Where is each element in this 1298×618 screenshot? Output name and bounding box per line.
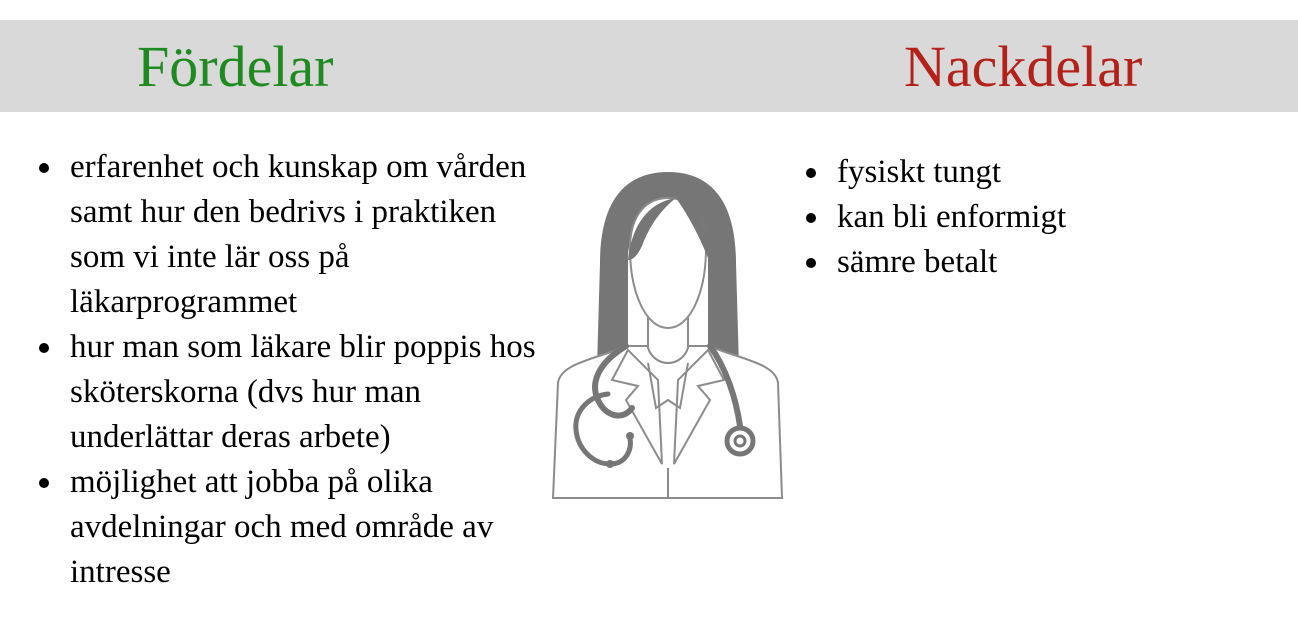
cons-item: sämre betalt: [804, 240, 1244, 285]
pros-item: möjlighet att jobba på olika avdelningar och med område av intresse: [37, 460, 537, 595]
pros-heading: Fördelar: [137, 34, 334, 99]
pros-item: erfarenhet och kunskap om vården samt hur den bedrivs i praktiken som vi inte lär oss på läkarprogrammet: [37, 145, 537, 325]
cons-item: kan bli enformigt: [804, 195, 1244, 240]
pros-item: hur man som läkare blir poppis hos sköterskorna (dvs hur man underlättar deras arbete): [37, 325, 537, 460]
cons-heading: Nackdelar: [904, 34, 1143, 99]
pros-list: [37, 145, 537, 595]
cons-item: fysiskt tungt: [804, 150, 1244, 195]
female-doctor-icon: [550, 168, 786, 536]
cons-list: [804, 150, 1244, 285]
